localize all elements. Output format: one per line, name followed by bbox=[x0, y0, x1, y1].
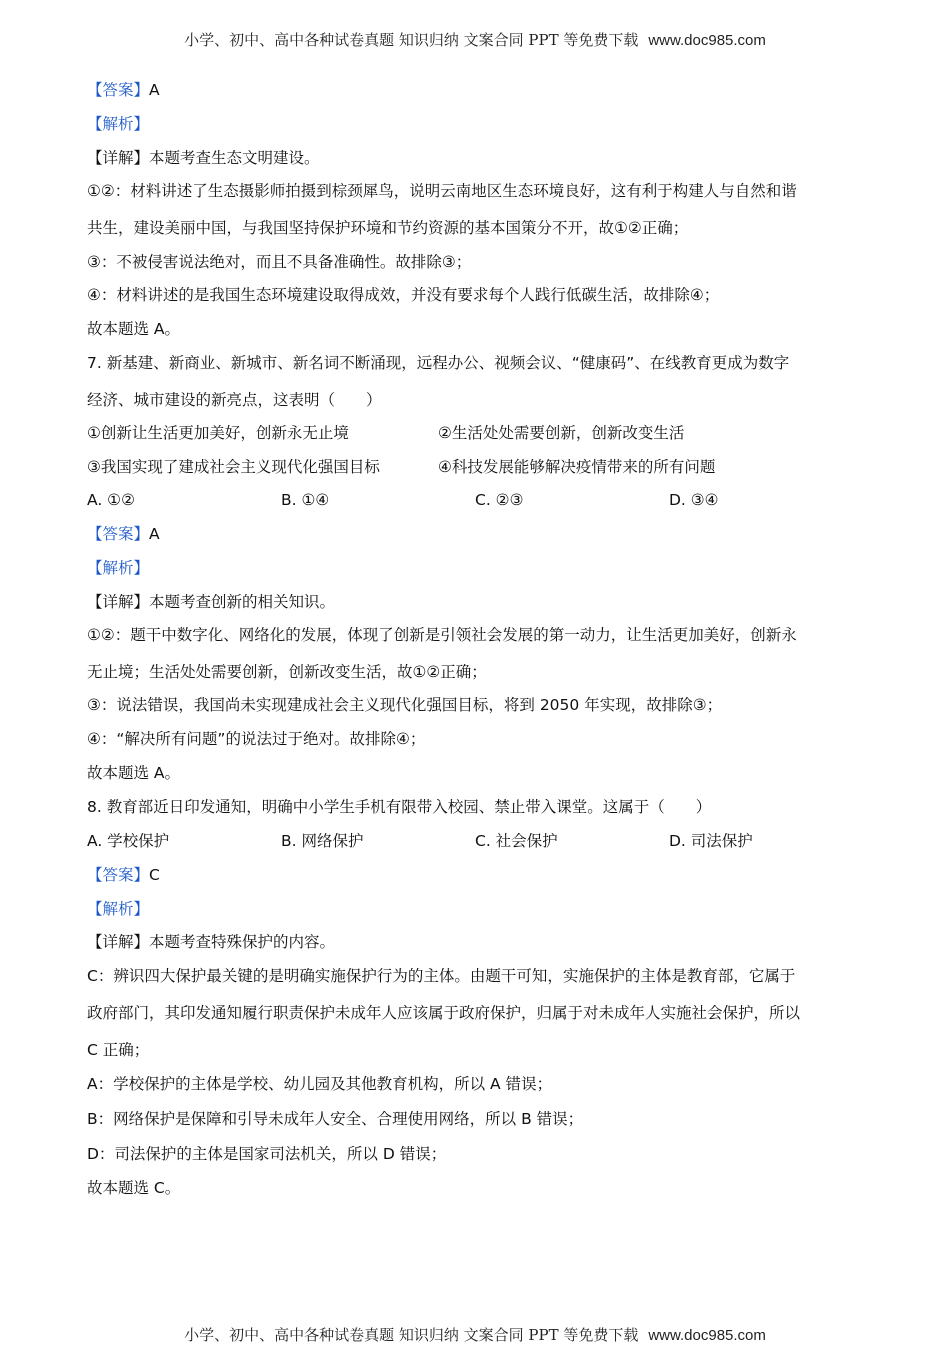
q7-line-5: 故本题选 A。 bbox=[87, 764, 181, 782]
q7-line-4: ④：“解决所有问题”的说法过于绝对。故排除④； bbox=[87, 730, 426, 748]
q7-line-1: ①②：题干中数字化、网络化的发展，体现了创新是引领社会发展的第一动力，让生活更加美好，创新永 bbox=[87, 626, 797, 644]
q7-stem-line-2: 经济、城市建设的新亮点，这表明（ ） bbox=[87, 391, 382, 409]
q8-option-a: A. 学校保护 bbox=[87, 832, 170, 850]
q6-line-2: 共生，建设美丽中国，与我国坚持保护环境和节约资源的基本国策分不开，故①②正确； bbox=[87, 219, 689, 237]
q6-line-5: 故本题选 A。 bbox=[87, 320, 181, 338]
q7-statement-4: ④科技发展能够解决疫情带来的所有问题 bbox=[438, 458, 716, 476]
answer-label: 【答案】 bbox=[87, 525, 150, 543]
page-footer bbox=[0, 1324, 950, 1345]
q8-answer-value: C bbox=[149, 866, 160, 884]
q8-line-3: C 正确； bbox=[87, 1041, 150, 1059]
q7-option-c: C. ②③ bbox=[475, 491, 524, 509]
q7-statement-3: ③我国实现了建成社会主义现代化强国目标 bbox=[87, 458, 380, 476]
q8-line-4: A：学校保护的主体是学校、幼儿园及其他教育机构，所以 A 错误； bbox=[87, 1075, 553, 1093]
q7-answer bbox=[87, 524, 160, 544]
answer-label: 【答案】 bbox=[87, 866, 150, 884]
q7-stem-line-1: 7. 新基建、新商业、新城市、新名词不断涌现，远程办公、视频会议、“健康码”、在线教育更成为数字 bbox=[87, 354, 790, 372]
footer-url[interactable]: www.doc985.com bbox=[648, 1327, 766, 1344]
q6-line-3: ③：不被侵害说法绝对，而且不具备准确性。故排除③； bbox=[87, 253, 472, 271]
q6-detail bbox=[87, 148, 320, 168]
q6-analysis-label: 【解析】 bbox=[87, 115, 150, 133]
q8-detail-text: 本题考查特殊保护的内容。 bbox=[149, 933, 336, 951]
q8-line-7: 故本题选 C。 bbox=[87, 1179, 181, 1197]
q8-answer bbox=[87, 865, 160, 885]
q7-analysis-label: 【解析】 bbox=[87, 559, 150, 577]
q8-stem: 8. 教育部近日印发通知，明确中小学生手机有限带入校园、禁止带入课堂。这属于（ ） bbox=[87, 798, 712, 816]
detail-label: 【详解】 bbox=[87, 149, 150, 167]
q7-statement-2: ②生活处处需要创新，创新改变生活 bbox=[438, 424, 685, 442]
q8-analysis-label: 【解析】 bbox=[87, 900, 150, 918]
q8-option-c: C. 社会保护 bbox=[475, 832, 558, 850]
q7-option-d: D. ③④ bbox=[669, 491, 719, 509]
detail-label: 【详解】 bbox=[87, 933, 150, 951]
q8-line-6: D：司法保护的主体是国家司法机关，所以 D 错误； bbox=[87, 1145, 447, 1163]
q6-answer-value: A bbox=[149, 81, 160, 99]
q8-line-1: C：辨识四大保护最关键的是明确实施保护行为的主体。由题干可知，实施保护的主体是教育部，它属于 bbox=[87, 967, 796, 985]
q6-line-4: ④：材料讲述的是我国生态环境建设取得成效，并没有要求每个人践行低碳生活，故排除④； bbox=[87, 286, 720, 304]
q7-detail-text: 本题考查创新的相关知识。 bbox=[149, 593, 336, 611]
answer-label: 【答案】 bbox=[87, 81, 150, 99]
q8-line-5: B：网络保护是保障和引导未成年人安全、合理使用网络，所以 B 错误； bbox=[87, 1110, 584, 1128]
q8-detail bbox=[87, 932, 335, 952]
q8-line-2: 政府部门，其印发通知履行职责保护未成年人应该属于政府保护，归属于对未成年人实施社会保护，所以 bbox=[87, 1004, 801, 1022]
header-url[interactable]: www.doc985.com bbox=[648, 32, 766, 49]
q7-answer-value: A bbox=[149, 525, 160, 543]
q7-option-a: A. ①② bbox=[87, 491, 135, 509]
q7-line-3: ③：说法错误，我国尚未实现建成社会主义现代化强国目标，将到 2050 年实现，故排除③； bbox=[87, 696, 723, 714]
q8-option-b: B. 网络保护 bbox=[281, 832, 364, 850]
q8-option-d: D. 司法保护 bbox=[669, 832, 753, 850]
q7-statement-1: ①创新让生活更加美好，创新永无止境 bbox=[87, 424, 349, 442]
q6-answer bbox=[87, 80, 160, 100]
detail-label: 【详解】 bbox=[87, 593, 150, 611]
q7-detail bbox=[87, 592, 335, 612]
header-text: 小学、初中、高中各种试卷真题 知识归纳 文案合同 PPT 等免费下载 bbox=[184, 31, 639, 49]
q6-detail-text: 本题考查生态文明建设。 bbox=[149, 149, 320, 167]
q6-line-1: ①②：材料讲述了生态摄影师拍摄到棕颈犀鸟，说明云南地区生态环境良好，这有利于构建人与自然和谐 bbox=[87, 182, 797, 200]
q7-option-b: B. ①④ bbox=[281, 491, 330, 509]
page-header bbox=[0, 29, 950, 50]
footer-text: 小学、初中、高中各种试卷真题 知识归纳 文案合同 PPT 等免费下载 bbox=[184, 1326, 639, 1344]
q7-line-2: 无止境；生活处处需要创新，创新改变生活，故①②正确； bbox=[87, 663, 487, 681]
